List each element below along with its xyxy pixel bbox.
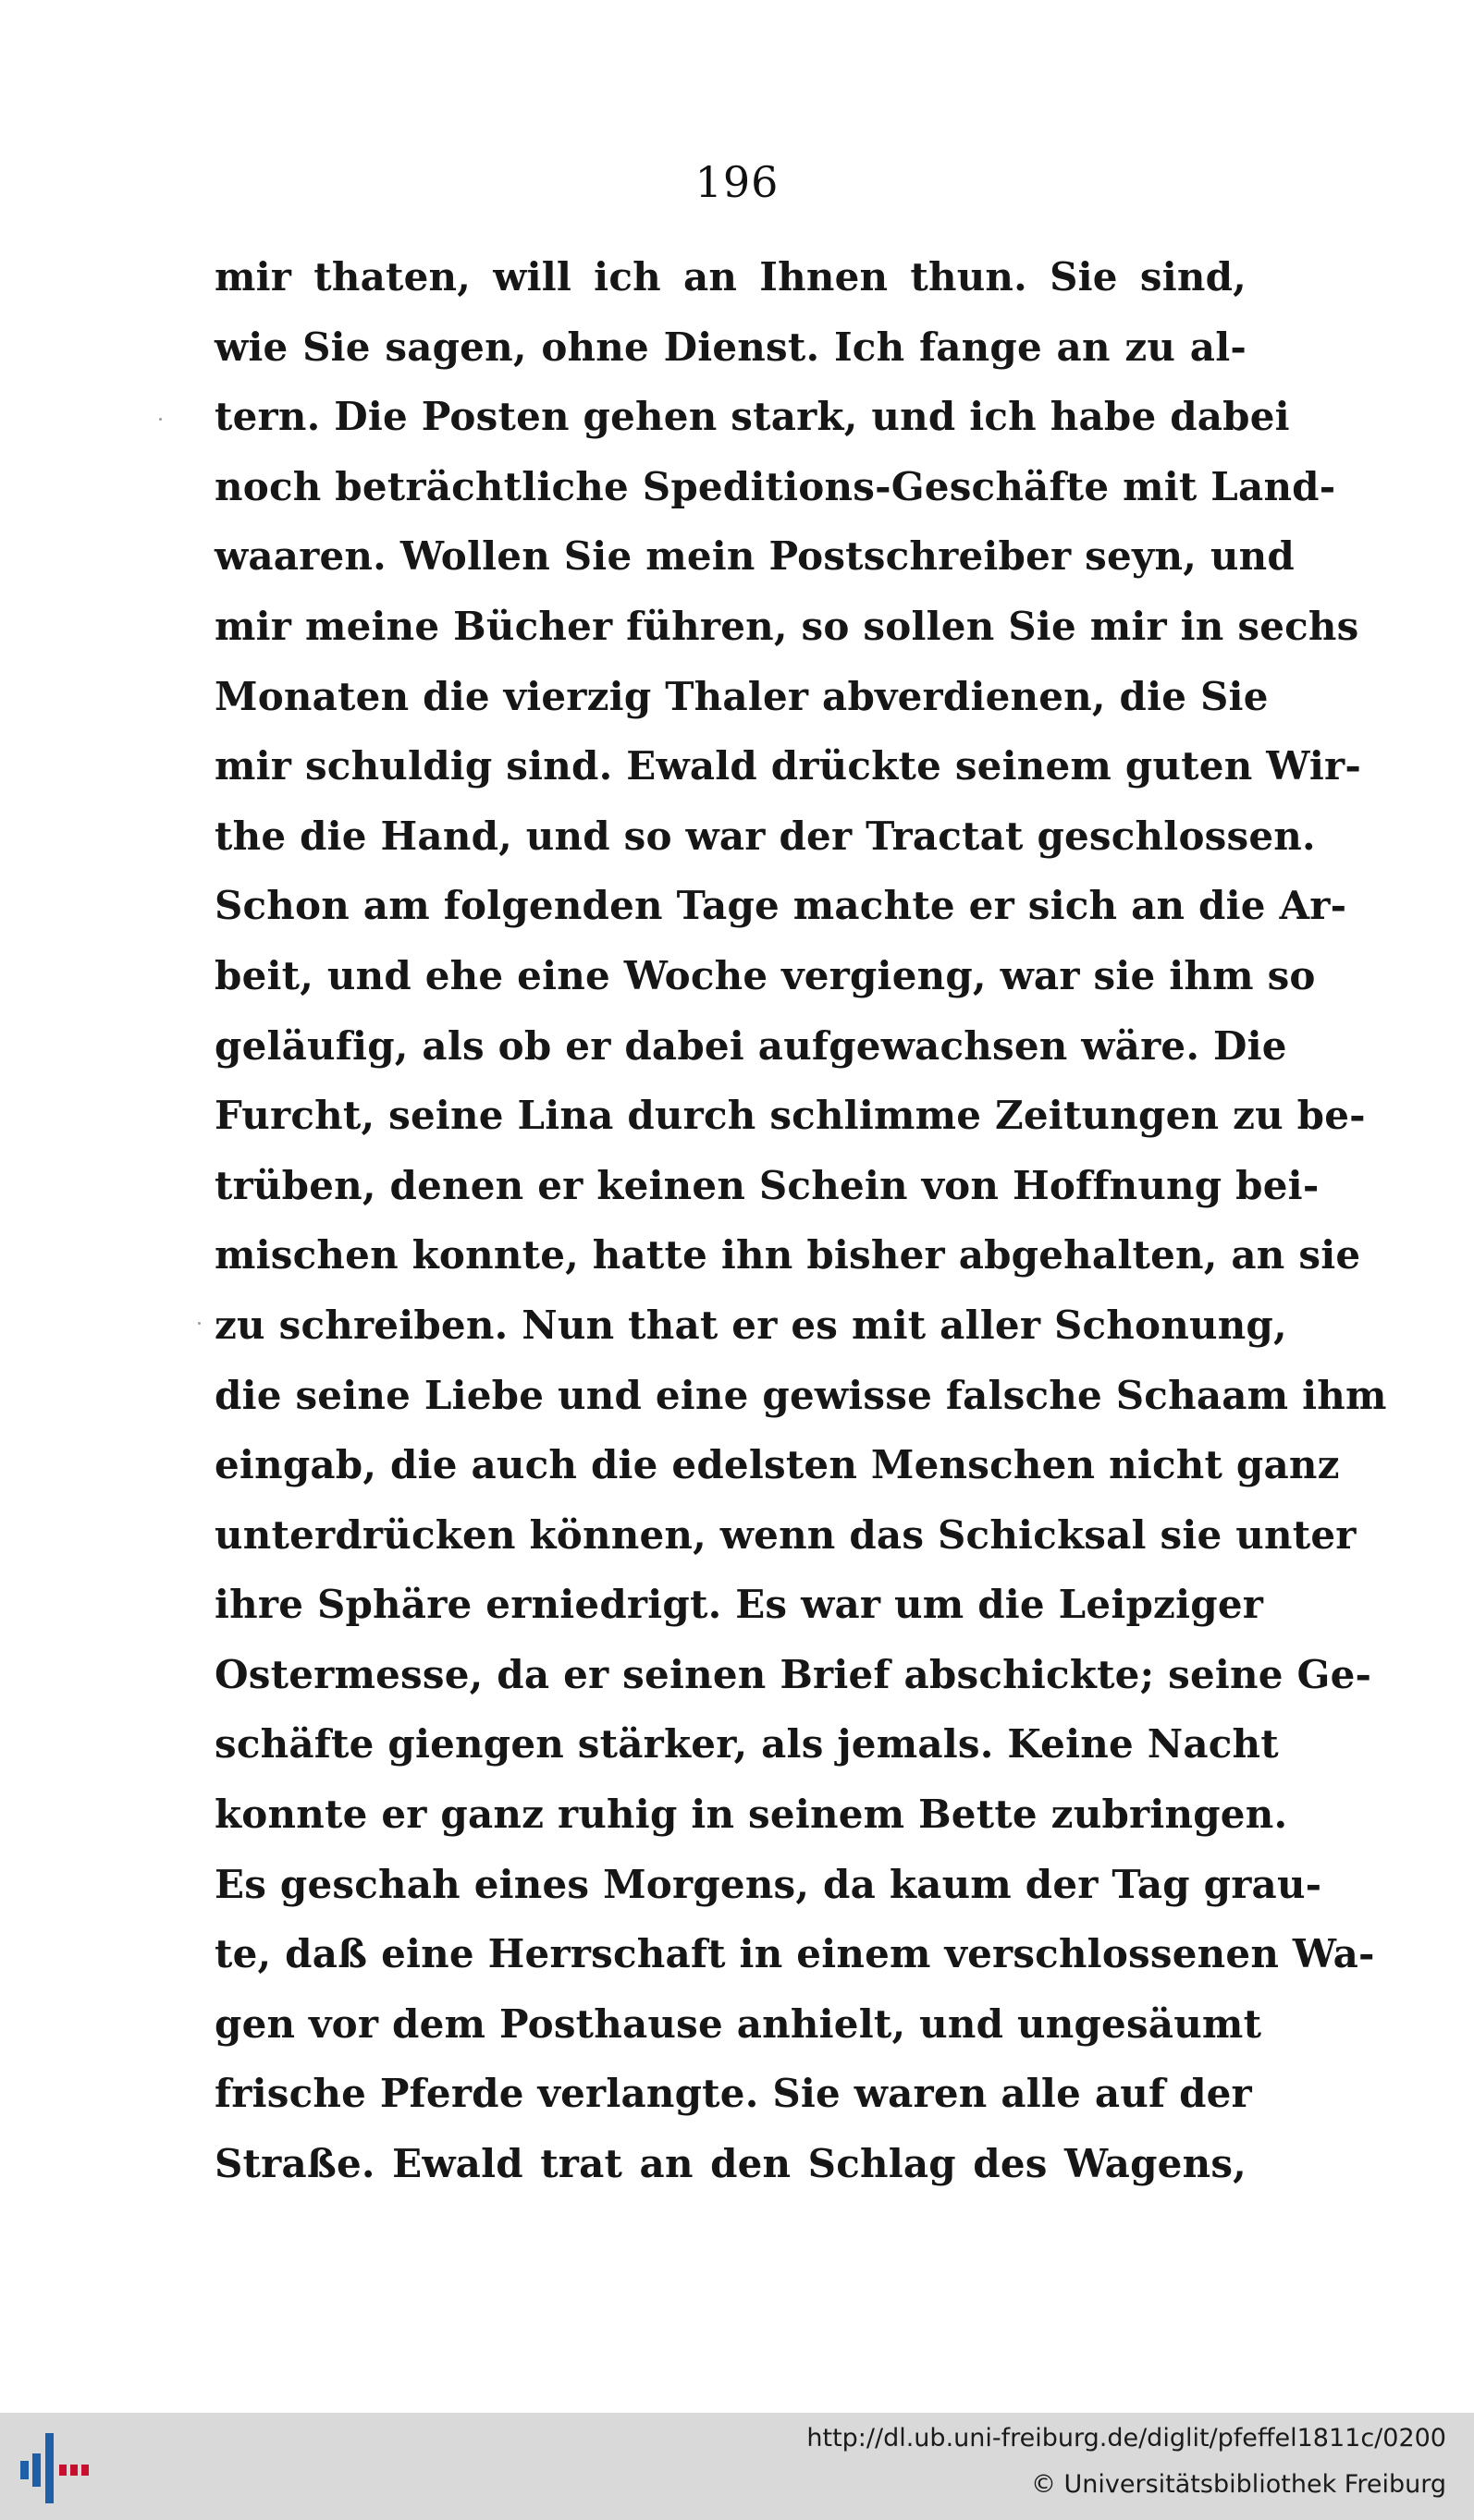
text-line: die seine Liebe und eine gewisse falsche Schaam ihm: [215, 1372, 1387, 1418]
text-line: Monaten die vierzig Thaler abverdienen, die Sie: [215, 673, 1269, 719]
text-line: Straße. Ewald trat an den Schlag des Wagens,: [215, 2141, 1247, 2187]
text-line: beit, und ehe eine Woche vergieng, war sie ihm so: [215, 952, 1316, 998]
viewer-footer: [0, 2413, 1474, 2520]
page-text: [215, 242, 1387, 2199]
text-line: the die Hand, und so war der Tractat geschlossen.: [215, 813, 1316, 859]
text-line: geläufig, als ob er dabei aufgewachsen wäre. Die: [215, 1022, 1287, 1069]
text-line: ihre Sphäre erniedrigt. Es war um die Leipziger: [215, 1582, 1264, 1628]
text-line: schäfte giengen stärker, als jemals. Keine Nacht: [215, 1721, 1279, 1768]
text-line: zu schreiben. Nun that er es mit aller Schonung,: [215, 1302, 1287, 1348]
text-line: noch beträchtliche Speditions-Geschäfte mit Land-: [215, 463, 1336, 509]
text-line: gen vor dem Posthause anhielt, und ungesäumt: [215, 2000, 1262, 2047]
text-line: trüben, denen er keinen Schein von Hoffnung bei-: [215, 1162, 1320, 1208]
print-speck: [198, 1322, 201, 1325]
text-line: Schon am folgenden Tage machte er sich an die Ar-: [215, 883, 1347, 929]
text-line: tern. Die Posten gehen stark, und ich habe dabei: [215, 394, 1290, 440]
text-line: mir schuldig sind. Ewald drückte seinem guten Wir-: [215, 743, 1361, 789]
permalink-url[interactable]: http://dl.ub.uni-freiburg.de/diglit/pfeffel1811c/0200: [806, 2424, 1446, 2453]
text-line: mischen konnte, hatte ihn bisher abgehalten, an sie: [215, 1232, 1361, 1278]
text-line: eingab, die auch die edelsten Menschen nicht ganz: [215, 1442, 1340, 1488]
page-number: 196: [694, 157, 780, 207]
text-line: waaren. Wollen Sie mein Postschreiber seyn, und: [215, 533, 1295, 580]
text-line: mir thaten, will ich an Ihnen thun. Sie sind,: [215, 254, 1247, 300]
text-line: te, daß eine Herrschaft in einem verschlossenen Wa-: [215, 1931, 1375, 1977]
text-line: Ostermesse, da er seinen Brief abschickte; seine Ge-: [215, 1651, 1372, 1697]
text-line: konnte er ganz ruhig in seinem Bette zubringen.: [215, 1792, 1288, 1838]
copyright-notice: © Universitätsbibliothek Freiburg: [1030, 2470, 1446, 2499]
print-speck: [159, 418, 162, 421]
text-line: mir meine Bücher führen, so sollen Sie mir in sechs: [215, 603, 1359, 649]
ub-freiburg-logo-icon: [17, 2433, 91, 2503]
text-line: Es geschah eines Morgens, da kaum der Tag grau-: [215, 1861, 1322, 1907]
text-line: frische Pferde verlangte. Sie waren alle auf der: [215, 2071, 1252, 2117]
text-line: wie Sie sagen, ohne Dienst. Ich fange an zu al-: [215, 324, 1247, 370]
text-line: Furcht, seine Lina durch schlimme Zeitungen zu be-: [215, 1093, 1366, 1139]
text-line: unterdrücken können, wenn das Schicksal sie unter: [215, 1511, 1357, 1558]
